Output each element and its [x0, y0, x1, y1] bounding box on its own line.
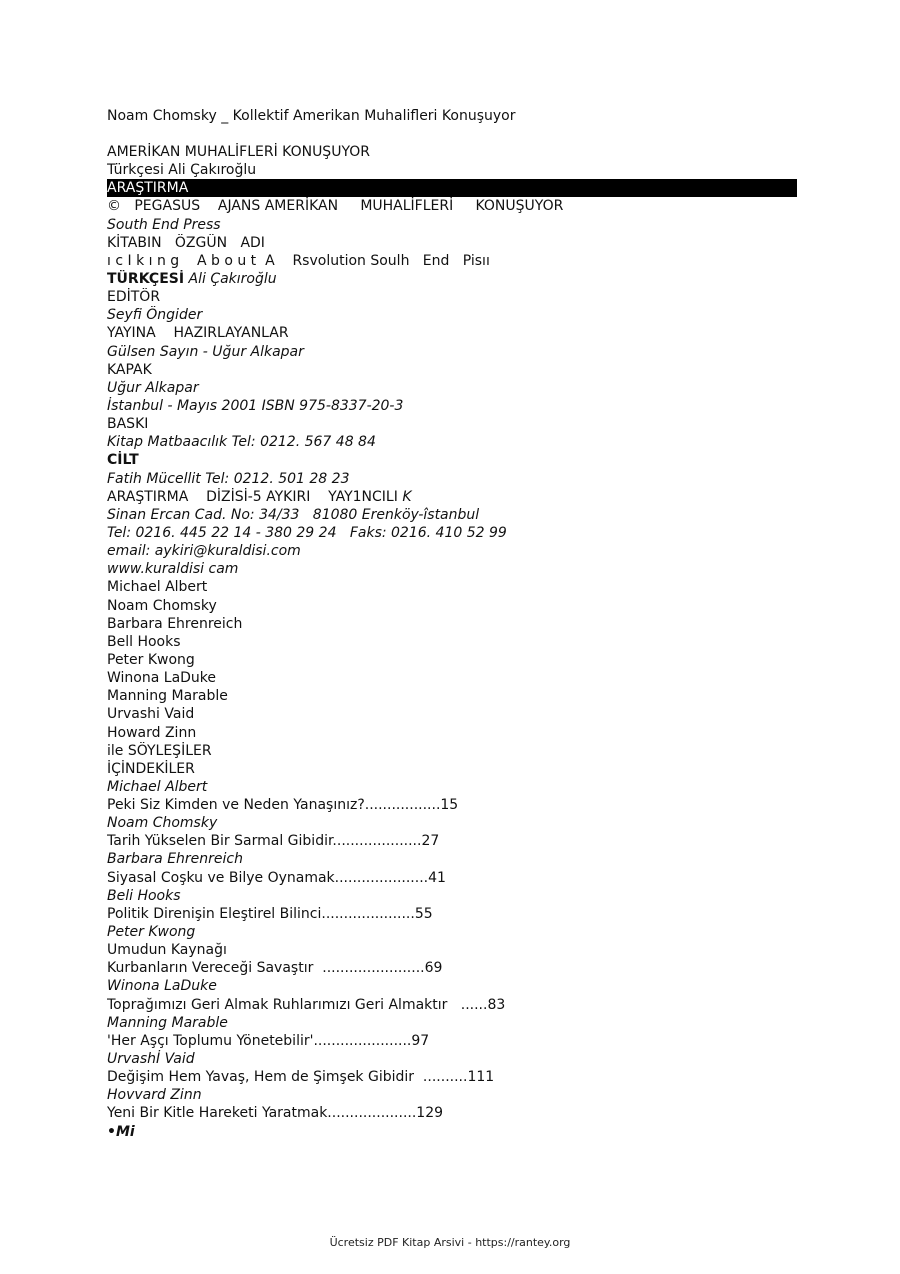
author-name: Noam Chomsky	[107, 597, 217, 614]
toc-author: Winona LaDuke	[107, 978, 217, 995]
printer-info: Kitap Matbaacılık Tel: 0212. 567 48 84	[107, 434, 376, 451]
toc-entry: Siyasal Coşku ve Bilye Oynamak.....................41	[107, 869, 446, 886]
toc-entry: Tarih Yükselen Bir Sarmal Gibidir....................27	[107, 833, 440, 850]
book-title: AMERİKAN MUHALİFLERİ KONUŞUYOR	[107, 144, 370, 160]
translation-label: TÜRKÇESİ	[107, 270, 185, 287]
publisher-address: Sinan Ercan Cad. No: 34/33 81080 Erenköy-îstanbul	[107, 506, 480, 523]
publisher-phone: Tel: 0216. 445 22 14 - 380 29 24 Faks: 0216. 410 52 99	[107, 524, 507, 541]
author-name: Bell Hooks	[107, 633, 181, 650]
toc-entry: 'Her Aşçı Toplumu Yönetebilir'......................97	[107, 1032, 430, 1049]
author-name: Peter Kwong	[107, 651, 195, 668]
editor-label: EDİTÖR	[107, 289, 161, 306]
original-title-label: KİTABIN ÖZGÜN ADI	[107, 234, 265, 251]
toc-entry: Peki Siz Kimden ve Neden Yanaşınız?.................15	[107, 797, 459, 814]
copyright-line: © PEGASUS AJANS AMERİKAN MUHALİFLERİ KONUŞUYOR	[107, 198, 564, 215]
toc-author: Peter Kwong	[107, 924, 196, 941]
toc-entry: Politik Direnişin Eleştirel Bilinci.....................55	[107, 905, 433, 922]
toc-entry: Kurbanların Vereceği Savaştır .......................69	[107, 960, 443, 977]
page-footer: Ücretsiz PDF Kitap Arsivi - https://rantey.org	[329, 1236, 571, 1249]
series-banner: ARAŞTIRMA	[107, 179, 797, 197]
preparers-names: Gülsen Sayın - Uğur Alkapar	[107, 343, 304, 360]
page-header: Noam Chomsky _ Kollektif Amerikan Muhalifleri Konuşuyor	[107, 108, 516, 124]
translator-line: Türkçesi Ali Çakıroğlu	[107, 162, 257, 179]
translator-name: Ali Çakıroğlu	[188, 270, 277, 287]
author-name: Manning Marable	[107, 688, 228, 705]
binding-label: CİLT	[107, 452, 139, 469]
author-name: Michael Albert	[107, 579, 208, 596]
cover-name: Uğur Alkapar	[107, 379, 199, 396]
series-info: ARAŞTIRMA DİZİSİ-5 AYKIRI YAY1NCILI	[107, 488, 398, 505]
place-date-isbn: İstanbul - Mayıs 2001 ISBN 975-8337-20-3	[107, 397, 404, 414]
contents-heading: İÇİNDEKİLER	[107, 760, 195, 777]
toc-author: Beli Hooks	[107, 887, 181, 904]
toc-author: Noam Chomsky	[107, 815, 218, 832]
author-name: Urvashi Vaid	[107, 706, 195, 723]
toc-entry: Toprağımızı Geri Almak Ruhlarımızı Geri Almaktır ......83	[107, 996, 506, 1013]
toc-author: Barbara Ehrenreich	[107, 851, 243, 868]
original-title: ı c I k ı n g A b o u t A Rsvolution Soulh End Pisıı	[107, 252, 490, 269]
author-name: Winona LaDuke	[107, 670, 217, 687]
toc-author: Manning Marable	[107, 1014, 228, 1031]
editor-name: Seyfi Öngider	[107, 307, 203, 324]
toc-entry: Değişim Hem Yavaş, Hem de Şimşek Gibidir ..........111	[107, 1069, 495, 1086]
toc-author: Urvashİ Vaid	[107, 1051, 195, 1068]
toc-author: Michael Albert	[107, 778, 208, 795]
binder-info: Fatih Mücellit Tel: 0212. 501 28 23	[107, 470, 350, 487]
series-mark: K	[402, 488, 412, 505]
interviews-line: ile SÖYLEŞİLER	[107, 742, 212, 759]
series-info-line	[107, 488, 797, 506]
publisher-email: email: aykiri@kuraldisi.com	[107, 543, 301, 560]
cover-label: KAPAK	[107, 361, 152, 378]
translation-line	[107, 270, 797, 288]
publisher-website: www.kuraldisi cam	[107, 561, 239, 578]
original-publisher: South End Press	[107, 216, 221, 233]
trailing-mark: •Mi	[107, 1123, 135, 1140]
toc-author: Hovvard Zinn	[107, 1087, 202, 1104]
colophon-and-contents	[107, 143, 797, 1141]
print-label: BASKI	[107, 416, 149, 433]
toc-entry: Yeni Bir Kitle Hareketi Yaratmak....................129	[107, 1105, 444, 1122]
toc-entry-part: Umudun Kaynağı	[107, 942, 227, 959]
preparers-label: YAYINA HAZIRLAYANLAR	[107, 325, 289, 342]
author-name: Howard Zinn	[107, 724, 197, 741]
author-name: Barbara Ehrenreich	[107, 615, 243, 632]
